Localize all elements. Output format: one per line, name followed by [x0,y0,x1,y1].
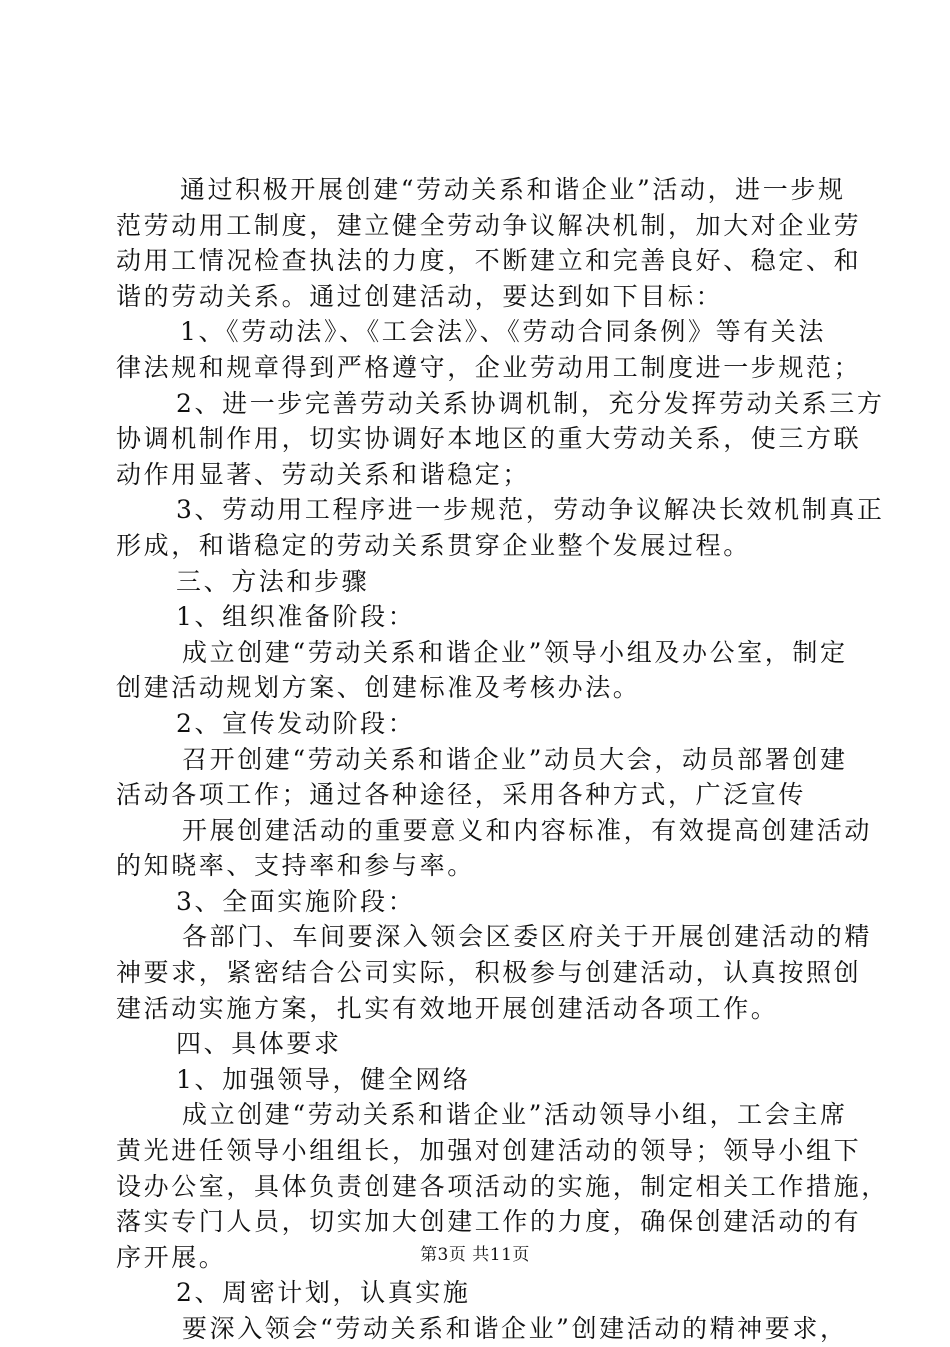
text-line: 1、组织准备阶段： [176,602,416,632]
text-line: 要深入领会“劳动关系和谐企业”创建活动的精神要求， [182,1314,848,1343]
text-line: 动用工情况检查执法的力度，不断建立和完善良好、稳定、和 [116,246,862,276]
text-line: 2、周密计划，认真实施 [176,1278,471,1308]
text-line: 通过积极开展创建“劳动关系和谐企业”活动，进一步规 [180,175,846,204]
text-line: 神要求，紧密结合公司实际，积极参与创建活动，认真按照创 [116,958,862,988]
text-line: 协调机制作用，切实协调好本地区的重大劳动关系，使三方联 [116,424,862,454]
text-line: 形成，和谐稳定的劳动关系贯穿企业整个发展过程。 [116,530,751,560]
text-line: 谐的劳动关系。通过创建活动，要达到如下目标： [116,281,724,311]
text-line: 创建活动规划方案、创建标准及考核办法。 [116,673,641,703]
text-line: 2、宣传发动阶段： [176,708,416,738]
page-footer: 第3页 共11页 [420,1245,530,1265]
text-line: 2、进一步完善劳动关系协调机制，充分发挥劳动关系三方 [176,388,885,418]
text-line: 三、方法和步骤 [176,566,370,596]
text-line: 的知晓率、支持率和参与率。 [116,851,475,881]
text-line: 开展创建活动的重要意义和内容标准，有效提高创建活动 [182,815,873,845]
text-line: 四、具体要求 [176,1029,342,1059]
document-body [116,172,889,1347]
text-line: 范劳动用工制度，建立健全劳动争议解决机制，加大对企业劳 [116,210,862,240]
text-line: 3、劳动用工程序进一步规范，劳动争议解决长效机制真正 [176,495,885,525]
text-line: 设办公室，具体负责创建各项活动的实施，制定相关工作措施， [116,1171,889,1201]
text-line: 1、加强领导，健全网络 [176,1064,471,1094]
text-line: 动作用显著、劳动关系和谐稳定； [116,459,531,489]
text-line: 活动各项工作；通过各种途径，采用各种方式，广泛宣传 [116,780,807,810]
text-line: 建活动实施方案，扎实有效地开展创建活动各项工作。 [116,993,779,1023]
text-line: 黄光进任领导小组组长，加强对创建活动的领导；领导小组下 [116,1136,862,1166]
text-line: 成立创建“劳动关系和谐企业”领导小组及办公室，制定 [182,637,848,667]
text-line: 3、全面实施阶段： [176,886,416,916]
text-line: 1、《劳动法》、《工会法》、《劳动合同条例》等有关法 [180,317,827,347]
text-line: 召开创建“劳动关系和谐企业”动员大会，动员部署创建 [182,744,848,774]
text-line: 成立创建“劳动关系和谐企业”活动领导小组，工会主席 [182,1100,848,1130]
text-line: 律法规和规章得到严格遵守，企业劳动用工制度进一步规范； [116,352,862,382]
text-line: 各部门、车间要深入领会区委区府关于开展创建活动的精 [182,922,873,952]
text-line: 落实专门人员，切实加大创建工作的力度，确保创建活动的有 [116,1207,862,1237]
text-line: 序开展。 [116,1242,227,1272]
